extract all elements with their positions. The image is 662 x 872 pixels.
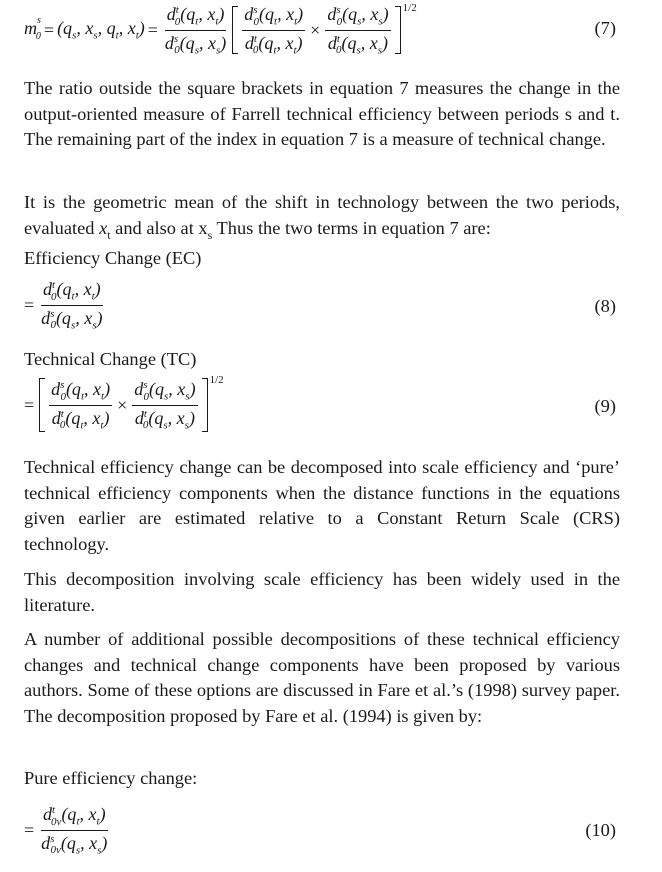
equation-9: = $\frac{d^s_0(q_t, x_t)}{d^t_0(q_t, x_t)}$ × $\frac{d^s_0(q_s, x_s)}{d^t_0(q_s, x_s)}$ 1/2 xyxy=(24,374,224,432)
equation-8: = $\frac{d^t_0(q_t, x_t)}{d^s_0(q_s, x_s)}$ xyxy=(24,278,103,332)
label-efficiency-change: Efficiency Change (EC) xyxy=(24,248,202,268)
equation-7-number: (7) xyxy=(594,18,616,38)
geomean-var-x: x xyxy=(99,217,108,238)
equation-9-number: (9) xyxy=(594,396,616,416)
paragraph-ratio: The ratio outside the square brackets in equation 7 measures the change in the output-oriented measure of Farrell technical efficiency between periods s and t. The remaining part of the index in equation 7 is a measure of technical change. xyxy=(24,78,620,149)
paragraph-scale-efficiency: This decomposition involving scale efficiency has been widely used in the literature. xyxy=(24,569,620,615)
eq7-power: 1/2 xyxy=(402,2,417,14)
equation-10-number: (10) xyxy=(585,820,616,840)
geomean-text-2: and also at x xyxy=(110,217,208,238)
equation-8-number: (8) xyxy=(594,296,616,316)
document-page xyxy=(24,0,620,872)
geomean-var-xs-sub: s xyxy=(207,227,213,242)
geomean-text-3: Thus the two terms in equation 7 are: xyxy=(212,217,491,238)
eq9-power: 1/2 xyxy=(209,374,224,386)
geomean-var-x-sub: t xyxy=(107,227,111,242)
paragraph-decomposition: Technical efficiency change can be decomposed into scale efficiency and ‘pure’ technical efficiency components when the distance functions in the equations given earlier are estimated relative to a Constant Return Scale (CRS) technology. xyxy=(24,457,620,554)
label-pure-efficiency-change: Pure efficiency change: xyxy=(24,768,198,788)
label-technical-change: Technical Change (TC) xyxy=(24,349,197,369)
equation-10: = $\frac{d^t_{0v}(q_t, x_t)}{d^s_{0v}(q_s, x_s)}$ xyxy=(24,803,108,857)
paragraph-geometric-mean xyxy=(24,190,620,248)
paragraph-additional-decompositions: A number of additional possible decompositions of these technical efficiency changes and technical change components have been proposed by various authors. Some of these options are discussed in Fare et al.’s (1998) survey paper. The decomposition proposed by Fare et al. (1994) is given by: xyxy=(24,629,620,726)
equation-7: $m^s_0$ = ($q_s$, $x_s$, $q_t$, $x_t$) = $\frac{d^t_0(q_t, x_t)}{d^s_0(q_s, x_s)}$ $\frac{d^s_0(q_t, x_t)}{d^t_0(q_t, x_t)}$ × $\frac{d^s_0(q_s, x_s)}{d^t_0(q_s, x_s)}$ 1/2 xyxy=(24,2,417,57)
geomean-text-1: It is the geometric mean of the shift in technology between the two periods, evaluated xyxy=(24,192,620,238)
